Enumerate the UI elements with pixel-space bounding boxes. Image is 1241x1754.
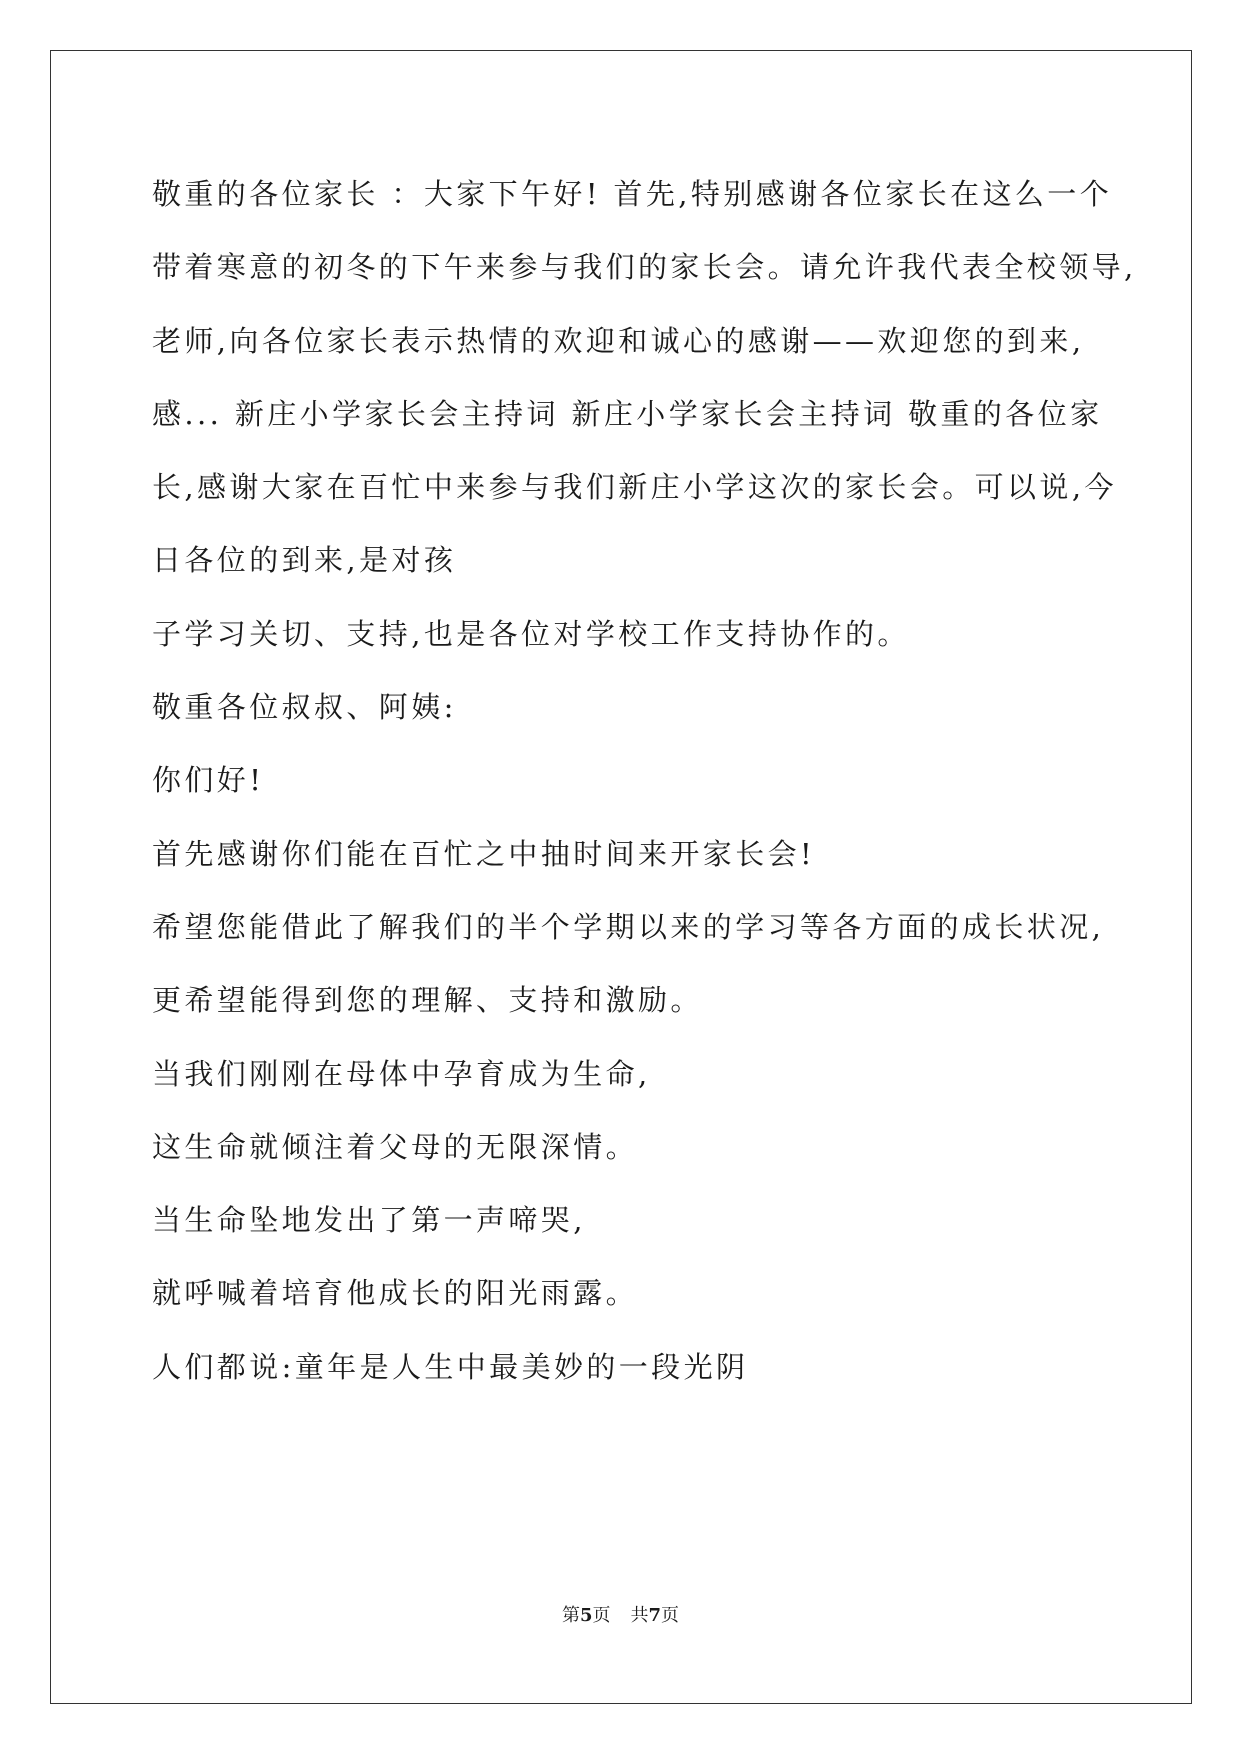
text-line: 首先感谢你们能在百忙之中抽时间来开家长会! xyxy=(152,836,816,871)
text-line: 敬重的各位家长 ：大家下午好! 首先,特别感谢各位家长在这么一个 xyxy=(152,177,1113,211)
total-page-number: 7 xyxy=(648,1605,662,1626)
text-line: 长,感谢大家在百忙中来参与我们新庄小学这次的家长会。可以说,今 xyxy=(152,470,1117,505)
total-prefix: 共 xyxy=(630,1605,649,1626)
text-line: 希望您能借此了解我们的半个学期以来的学习等各方面的成长状况, xyxy=(152,909,1105,944)
current-page-number: 5 xyxy=(579,1605,593,1626)
text-line: 当生命坠地发出了第一声啼哭, xyxy=(152,1203,586,1238)
text-line: 敬重各位叔叔、阿姨: xyxy=(152,690,457,725)
total-unit: 页 xyxy=(661,1605,680,1626)
document-body xyxy=(152,158,1137,1404)
text-line: 当我们刚刚在母体中孕育成为生命, xyxy=(152,1056,651,1091)
total-pages-label xyxy=(631,1604,680,1628)
text-line: 子学习关切、支持,也是各位对学校工作支持协作的。 xyxy=(152,616,910,651)
text-line: 更希望能得到您的理解、支持和激励。 xyxy=(152,983,703,1018)
text-line: 日各位的到来,是对孩 xyxy=(152,543,457,578)
text-line: 这生命就倾注着父母的无限深情。 xyxy=(152,1129,639,1164)
text-line: 就呼喊着培育他成长的阳光雨露。 xyxy=(152,1276,639,1311)
page-footer xyxy=(0,1604,1241,1628)
text-line: 老师,向各位家长表示热情的欢迎和诚心的感谢——欢迎您的到来, xyxy=(152,323,1085,358)
text-line: 人们都说:童年是人生中最美妙的一段光阴 xyxy=(152,1349,749,1384)
page-unit: 页 xyxy=(592,1605,611,1626)
text-line: 感... 新庄小学家长会主持词 新庄小学家长会主持词 敬重的各位家 xyxy=(152,396,1103,431)
page-prefix: 第 xyxy=(561,1605,580,1626)
text-line: 你们好! xyxy=(152,763,265,798)
text-line: 带着寒意的初冬的下午来参与我们的家长会。请允许我代表全校领导, xyxy=(152,250,1137,285)
page-number-label xyxy=(562,1604,611,1628)
